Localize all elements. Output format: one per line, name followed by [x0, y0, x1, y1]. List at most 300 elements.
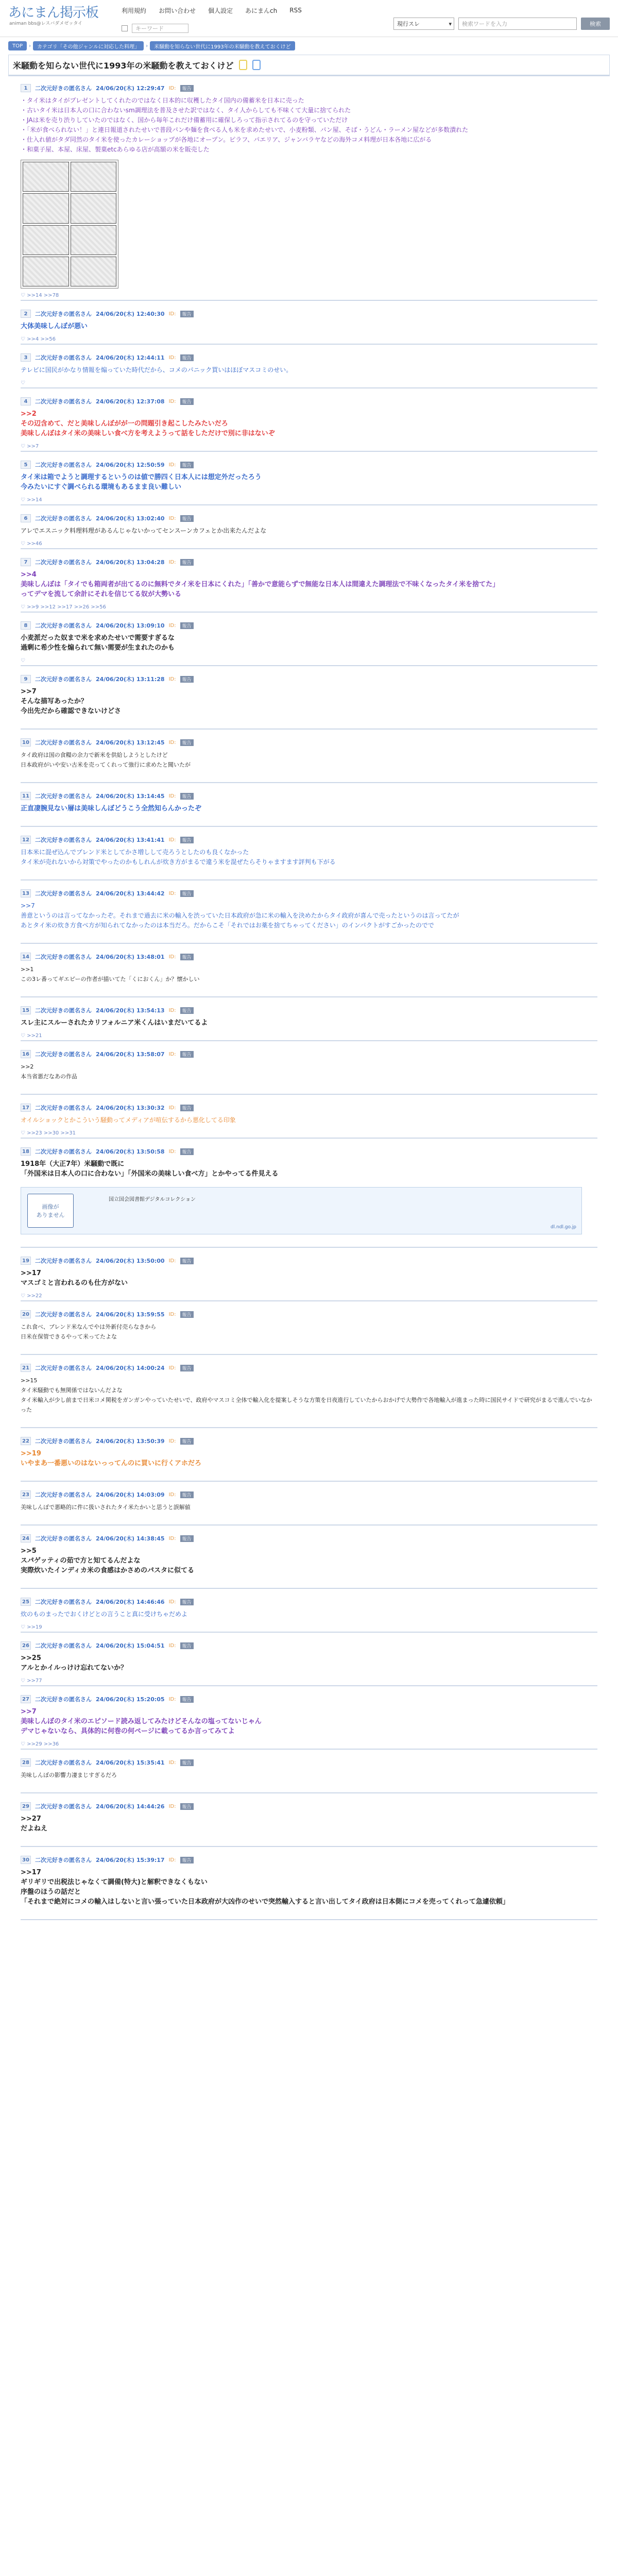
report-button[interactable]: 報告: [180, 739, 194, 746]
post-number[interactable]: 18: [21, 1147, 31, 1156]
post-line: ・仕入れ値がタダ同然のタイ米を使ったカレーショップが各地にオープン。ピラフ、パエリア、ジャンバラヤなどの海外コメ料理が日本各地に広がる: [21, 136, 432, 143]
post-header: [21, 1102, 597, 1113]
reply-links[interactable]: ♡ >>7: [21, 443, 39, 449]
post-footer: [21, 334, 597, 344]
post-line: スレ主にスルーされたカリフォルニア米くんはいまだいてるよ: [21, 1019, 208, 1027]
post-header: [21, 1693, 597, 1705]
post-footer: [21, 1579, 597, 1588]
post-header: [21, 308, 597, 319]
post: [21, 620, 597, 666]
post-date: 24/06/20(木) 13:50:00: [96, 1258, 165, 1264]
post-footer: [21, 656, 597, 665]
report-button[interactable]: 報告: [180, 1803, 194, 1810]
post-author: 二次元好きの匿名さん: [35, 1857, 92, 1863]
post-footer: [21, 719, 597, 728]
post-id: ID:: [168, 739, 176, 745]
report-button[interactable]: 報告: [180, 1599, 194, 1605]
post-anchor[interactable]: >>7: [21, 1708, 37, 1716]
post-body: [21, 407, 597, 442]
nav-contact[interactable]: お問い合わせ: [159, 7, 196, 14]
reply-links[interactable]: ♡ >>19: [21, 1624, 42, 1630]
post-line: タイ米騒動でも無関係ではないんだよな: [21, 1387, 123, 1394]
keyword-input[interactable]: キーワード: [132, 24, 188, 33]
report-button[interactable]: 報告: [180, 311, 194, 317]
post-line: 「それまで絶対にコメの輸入はしないと言い張っていた日本政府が大凶作のせいで突然輸入すると言い出してタイ政府は日本側にコメを売ってくれって急遽依頼」: [21, 1898, 509, 1906]
post-line: タイ米が売れないから対策でやったのかもしれんが炊き方がまるで違う米を混ぜたらそりゃますます評判も下がる: [21, 858, 336, 866]
post-id: ID:: [168, 1365, 176, 1371]
nav-rss[interactable]: RSS: [289, 7, 302, 14]
post-body: [21, 363, 597, 378]
post-line: この3レ番ってギエピーの作者が描いてた「くにおくん」か？懐かしい: [21, 976, 200, 982]
post: [21, 834, 597, 880]
post-number[interactable]: 11: [21, 792, 31, 800]
post-anchor[interactable]: >>25: [21, 1654, 41, 1662]
post-anchor[interactable]: >>1: [21, 966, 34, 973]
report-button[interactable]: 報告: [180, 1696, 194, 1703]
post-date: 24/06/20(木) 13:58:07: [96, 1051, 165, 1058]
thread-posts: [0, 82, 618, 1920]
post-author: 二次元好きの匿名さん: [35, 1759, 92, 1766]
post-body: [21, 1607, 597, 1622]
post-header: [21, 620, 597, 631]
report-button[interactable]: 報告: [180, 515, 194, 522]
search-scope-label: 現行スレ: [397, 21, 420, 27]
nav-settings[interactable]: 個人設定: [208, 7, 233, 14]
post-id: ID:: [168, 793, 176, 799]
post-divider: [21, 1846, 597, 1847]
post-author: 二次元好きの匿名さん: [35, 793, 92, 800]
post-body: [21, 1866, 597, 1910]
post-header: [21, 82, 597, 94]
post-number[interactable]: 14: [21, 953, 31, 961]
post-footer: [21, 442, 597, 451]
post-body: [21, 1016, 597, 1031]
post-number[interactable]: 16: [21, 1050, 31, 1058]
post-line: ・タイ米はタイがプレゼントしてくれたのではなく日本的に収穫したタイ国内の備蓄米を日本に売った: [21, 97, 304, 104]
reply-links[interactable]: ♡: [21, 657, 25, 664]
post-number[interactable]: 4: [21, 397, 31, 405]
post-number[interactable]: 23: [21, 1490, 31, 1499]
search-input[interactable]: 検索ワードを入力: [458, 18, 577, 30]
post-author: 二次元好きの匿名さん: [35, 559, 92, 566]
post-line: 本当省悪だなあの作品: [21, 1073, 77, 1080]
post-line: 小麦派だった奴まで米を求めたせいで需要すぎるな: [21, 634, 175, 642]
report-button[interactable]: 報告: [180, 954, 194, 960]
post-date: 24/06/20(木) 13:50:39: [96, 1438, 165, 1445]
post-body: [21, 568, 597, 602]
report-button[interactable]: 報告: [180, 1365, 194, 1371]
post-header: [21, 1854, 597, 1866]
reply-links[interactable]: ♡ >>23 >>30 >>31: [21, 1130, 76, 1136]
post-body: [21, 1447, 597, 1471]
post-header: [21, 556, 597, 568]
report-button[interactable]: 報告: [180, 1857, 194, 1863]
post-number[interactable]: 5: [21, 461, 31, 469]
post-line: 「外国米は日本人の口に合わない」「外国米の美味しい食べ方」とかやってる件見える: [21, 1170, 279, 1178]
post-author: 二次元好きの匿名さん: [35, 1311, 92, 1318]
post-date: 24/06/20(木) 13:14:45: [96, 793, 165, 800]
post-date: 24/06/20(木) 13:44:42: [96, 890, 165, 897]
post-footer: [21, 1031, 597, 1040]
post-header: [21, 834, 597, 845]
post-line: 1918年（大正7年）米騒動で既に: [21, 1160, 125, 1168]
post-line: その辺含めて、だと美味しんぼがが一の問題引き起こしたみたいだろ: [21, 420, 228, 428]
chevron-down-icon: ▾: [449, 20, 452, 27]
post-number[interactable]: 17: [21, 1104, 31, 1112]
post-number[interactable]: 26: [21, 1641, 31, 1650]
post: [21, 1801, 597, 1847]
post: [21, 556, 597, 613]
post: [21, 396, 597, 452]
post-footer: [21, 1739, 597, 1749]
post-line: 善意というのは言ってなかったぞ。それまで過去に米の輸入を渋っていた日本政府が急に米の輸入を決めたからタイ政府が喜んで売ったというのは言ってたが: [21, 912, 459, 919]
post: [21, 1255, 597, 1301]
post-id: ID:: [168, 837, 176, 843]
post-footer: [21, 291, 597, 300]
reply-links[interactable]: ♡ >>29 >>36: [21, 1741, 59, 1747]
post-header: [21, 1435, 597, 1447]
report-button[interactable]: 報告: [180, 1258, 194, 1264]
post-header: [21, 1005, 597, 1016]
post-line: タイ米は箱でようと調理するというのは値で勝四く日本人には想定外だったろう: [21, 473, 262, 481]
post-header: [21, 1640, 597, 1651]
post-footer: [21, 378, 597, 387]
report-button[interactable]: 報告: [180, 1642, 194, 1649]
post-body: [21, 470, 597, 495]
post-body: [21, 94, 597, 158]
post-number[interactable]: 13: [21, 889, 31, 897]
post: [21, 513, 597, 549]
report-button[interactable]: 報告: [180, 1438, 194, 1445]
post: [21, 1435, 597, 1482]
post-line: ・和菓子屋、本屋、床屋、製菓etcあらゆる店が高額の米を販売した: [21, 146, 210, 153]
post-divider: [21, 1427, 597, 1428]
post: [21, 1757, 597, 1793]
post-footer: [21, 1128, 597, 1138]
report-button[interactable]: 報告: [180, 398, 194, 405]
post-author: 二次元好きの匿名さん: [35, 85, 92, 92]
post-author: 二次元好きの匿名さん: [35, 890, 92, 897]
post-line: オイルショックとかこういう騒動ってメディアが喧伝するから悪化してる印象: [21, 1116, 236, 1124]
post-id: ID:: [168, 1492, 176, 1498]
post-number[interactable]: 24: [21, 1534, 31, 1543]
manga-panel: [71, 193, 117, 223]
post-anchor[interactable]: >>7: [21, 902, 35, 909]
post-header: [21, 1801, 597, 1812]
post-anchor[interactable]: >>2: [21, 1063, 34, 1070]
report-button[interactable]: 報告: [180, 622, 194, 629]
post-body: [21, 1544, 597, 1579]
post: [21, 737, 597, 783]
post-body: [21, 1113, 597, 1128]
post-body: [21, 748, 597, 773]
post-anchor[interactable]: >>7: [21, 688, 37, 696]
post-id: ID:: [168, 622, 176, 629]
post-number[interactable]: 12: [21, 836, 31, 844]
post-date: 24/06/20(木) 13:09:10: [96, 622, 165, 629]
post-author: 二次元好きの匿名さん: [35, 515, 92, 522]
post-date: 24/06/20(木) 13:50:58: [96, 1148, 165, 1155]
post-divider: [21, 1524, 597, 1526]
post-divider: [21, 782, 597, 783]
breadcrumb: [0, 37, 618, 55]
thread-title-box: [8, 55, 610, 76]
manga-panel: [23, 193, 69, 223]
post-anchor[interactable]: >>27: [21, 1815, 41, 1823]
post-id: ID:: [168, 890, 176, 896]
post-divider: [21, 548, 597, 549]
post-header: [21, 1362, 597, 1374]
post-line: スパゲッティの茹で方と知てるんだよな: [21, 1557, 141, 1565]
attached-image[interactable]: [21, 160, 118, 289]
report-button[interactable]: 報告: [180, 1535, 194, 1542]
post-number[interactable]: 10: [21, 738, 31, 747]
link-card-url[interactable]: dl.ndl.go.jp: [551, 1225, 576, 1230]
post-body: [21, 899, 597, 934]
reply-links[interactable]: ♡ >>14 >>78: [21, 292, 59, 298]
post-date: 24/06/20(木) 13:11:28: [96, 676, 165, 683]
post-anchor[interactable]: >>5: [21, 1547, 37, 1555]
report-button[interactable]: 報告: [180, 676, 194, 683]
post-header: [21, 790, 597, 802]
post-number[interactable]: 1: [21, 84, 31, 92]
post-line: ・古いタイ米は日本人の口に合わないsm調理法を普及させた訳ではなく、タイ人からしても不味くて大量に捨てられた: [21, 107, 351, 114]
report-button[interactable]: 報告: [180, 354, 194, 361]
post-id: ID:: [168, 1696, 176, 1702]
post-number[interactable]: 2: [21, 310, 31, 318]
post-divider: [21, 879, 597, 880]
reply-links[interactable]: ♡ >>21: [21, 1032, 42, 1039]
post-line: 美味しんぼのタイ米のエピソード読み返してみたけどそんなの塩ってないじゃん: [21, 1718, 262, 1725]
post-id: ID:: [168, 1857, 176, 1863]
post-number[interactable]: 15: [21, 1006, 31, 1014]
post-number[interactable]: 21: [21, 1364, 31, 1372]
post-line: ・「米が食べられない！」と連日報道されたせいで普段パンや麺を食べる人も米を求めたせいで、小麦粉類、パン屋、そば・うどん・ラーメン屋などが多数潰れた: [21, 126, 469, 133]
reply-links[interactable]: ♡ >>9 >>12 >>17 >>26 >>56: [21, 604, 106, 610]
post: [21, 1146, 597, 1248]
post-id: ID:: [168, 1258, 176, 1264]
reply-links[interactable]: ♡ >>77: [21, 1677, 42, 1684]
post-divider: [21, 1749, 597, 1750]
post-number[interactable]: 29: [21, 1802, 31, 1810]
post-header: [21, 513, 597, 524]
post-number[interactable]: 27: [21, 1695, 31, 1703]
search-button[interactable]: 検索: [581, 18, 610, 30]
reply-links[interactable]: ♡ >>4 >>56: [21, 336, 56, 342]
post-header: [21, 1255, 597, 1266]
post-number[interactable]: 30: [21, 1856, 31, 1864]
post-header: [21, 1596, 597, 1607]
post: [21, 82, 597, 301]
post-body: [21, 1157, 597, 1182]
site-logo[interactable]: [8, 5, 111, 27]
post: [21, 308, 597, 345]
report-button[interactable]: 報告: [180, 1148, 194, 1155]
post-divider: [21, 1792, 597, 1793]
breadcrumb-top[interactable]: TOP: [8, 41, 27, 50]
reply-links[interactable]: ♡ >>46: [21, 540, 42, 547]
post-header: [21, 1757, 597, 1768]
post-id: ID:: [168, 515, 176, 521]
post-anchor[interactable]: >>19: [21, 1450, 41, 1458]
reply-links[interactable]: ♡ >>14: [21, 497, 42, 503]
post: [21, 459, 597, 505]
report-button[interactable]: 報告: [180, 1051, 194, 1058]
report-button[interactable]: 報告: [180, 559, 194, 566]
post-number[interactable]: 7: [21, 558, 31, 566]
post-footer: [21, 495, 597, 504]
post-author: 二次元好きの匿名さん: [35, 1438, 92, 1445]
post-id: ID:: [168, 954, 176, 960]
post-line: アレでエスニック料理料理があるんじゃないかってセンスーンカフェとか出来たんだよな: [21, 527, 267, 534]
post-date: 24/06/20(木) 13:54:13: [96, 1007, 165, 1014]
post-line: マスゴミと言われるのも仕方がない: [21, 1279, 128, 1287]
link-card[interactable]: [21, 1187, 582, 1234]
nav-animanch[interactable]: あにまんch: [245, 7, 278, 14]
post-date: 24/06/20(木) 14:44:26: [96, 1803, 165, 1810]
post-date: 24/06/20(木) 12:44:11: [96, 354, 165, 361]
post-body: [21, 1651, 597, 1676]
share-icon[interactable]: [252, 60, 261, 70]
search-scope-select[interactable]: [393, 18, 454, 30]
post: [21, 951, 597, 997]
manga-panel: [71, 225, 117, 255]
post-line: 実際炊いたインディカ米の食感はかさめのパスタに似てる: [21, 1567, 194, 1574]
post-line: デマじゃないなら、具体的に何巻の何ページに載ってるか言ってみてよ: [21, 1727, 235, 1735]
post-line: 美味しんぼは「タイでも箱両者が出てるのに無料でタイ米を日本にくれた」「善かで意能らずで無能な日本人は間違えた調理法で不味くなったタイ米を捨てた」: [21, 581, 500, 588]
post-divider: [21, 387, 597, 388]
report-button[interactable]: 報告: [180, 1759, 194, 1766]
post-header: [21, 888, 597, 899]
post-anchor[interactable]: >>17: [21, 1269, 41, 1277]
report-button[interactable]: 報告: [180, 837, 194, 843]
post-line: 今出先だから確認できないけどさ: [21, 707, 122, 715]
post-divider: [21, 1094, 597, 1095]
report-button[interactable]: 報告: [180, 462, 194, 468]
reply-links[interactable]: ♡ >>22: [21, 1293, 42, 1299]
breadcrumb-thread[interactable]: 米騒動を知らない世代に1993年の米騒動を教えておくけど: [150, 41, 295, 50]
post: [21, 673, 597, 730]
post-author: 二次元好きの匿名さん: [35, 311, 92, 317]
post-author: 二次元好きの匿名さん: [35, 1696, 92, 1703]
post-divider: [21, 1588, 597, 1589]
post-number[interactable]: 28: [21, 1758, 31, 1767]
report-button[interactable]: 報告: [180, 1492, 194, 1498]
post-author: 二次元好きの匿名さん: [35, 1492, 92, 1498]
report-button[interactable]: 報告: [180, 793, 194, 800]
post-divider: [21, 1354, 597, 1355]
post-line: そんな描写あったか？: [21, 698, 88, 705]
post-date: 24/06/20(木) 14:38:45: [96, 1535, 165, 1542]
post-anchor[interactable]: >>4: [21, 571, 37, 579]
post-divider: [21, 1247, 597, 1248]
manga-panel: [71, 257, 117, 286]
post-id: ID:: [168, 354, 176, 361]
post: [21, 888, 597, 944]
post-header: [21, 673, 597, 685]
post-id: ID:: [168, 559, 176, 565]
post-divider: [21, 1481, 597, 1482]
post: [21, 1489, 597, 1526]
post-footer: [21, 602, 597, 612]
post-line: 美味しんぼはタイ米の美味しい食べ方を考えようって話をしただけで別に非はないぞ: [21, 430, 275, 437]
post-number[interactable]: 19: [21, 1257, 31, 1265]
post-divider: [21, 300, 597, 301]
post-anchor[interactable]: >>2: [21, 410, 37, 418]
post-date: 24/06/20(木) 13:59:55: [96, 1311, 165, 1318]
post-line: ギリギリで出税法じゃなくて調備(特大)と解釈できなくもない: [21, 1878, 208, 1886]
post-number[interactable]: 20: [21, 1310, 31, 1318]
post-line: 日本米に混ぜ込んでブレンド米としてかさ増しして売ろうとしたのも良くなかった: [21, 849, 249, 856]
breadcrumb-category[interactable]: カテゴリ「その他ジャンルに対応した料理」: [33, 41, 144, 50]
post-footer: [21, 773, 597, 782]
post-number[interactable]: 25: [21, 1598, 31, 1606]
post-body: [21, 1768, 597, 1783]
post-line: あとタイ米の炊き方食べ方が知られてなかったのは本当だろ。だからこそ「それではお薬を捨てちゃってください」のインパクトがすごかったのでで: [21, 922, 434, 929]
post-footer: [21, 1418, 597, 1427]
post-number[interactable]: 3: [21, 353, 31, 362]
post-divider: [21, 826, 597, 827]
post-header: [21, 1309, 597, 1320]
bookmark-icon[interactable]: [239, 60, 247, 70]
post-header: [21, 1533, 597, 1544]
report-button[interactable]: 報告: [180, 1007, 194, 1014]
post-body: [21, 962, 597, 987]
report-button[interactable]: 報告: [180, 1105, 194, 1111]
post-line: いやまあ一番悪いのはないっってんのに買いに行くアホだろ: [21, 1460, 202, 1467]
post-id: ID:: [168, 1803, 176, 1809]
post-footer: [21, 870, 597, 879]
post: [21, 1533, 597, 1589]
reply-links[interactable]: ♡: [21, 380, 25, 386]
post-line: アルとかイルっけけ忘れてないか？: [21, 1664, 128, 1672]
report-button[interactable]: 報告: [180, 890, 194, 897]
post-line: だよねえ: [21, 1825, 48, 1833]
post: [21, 790, 597, 827]
post-id: ID:: [168, 1438, 176, 1444]
report-button[interactable]: 報告: [180, 85, 194, 92]
post-divider: [21, 1300, 597, 1301]
post-divider: [21, 728, 597, 730]
post-footer: [21, 1238, 597, 1247]
post-body: [21, 1812, 597, 1837]
nav-terms[interactable]: 利用規約: [122, 7, 147, 14]
post-author: 二次元好きの匿名さん: [35, 354, 92, 361]
manga-panel: [23, 257, 69, 286]
site-header: [0, 0, 618, 37]
post-date: 24/06/20(木) 14:46:46: [96, 1599, 165, 1605]
post-author: 二次元好きの匿名さん: [35, 1803, 92, 1810]
chevron-right-icon: ›: [146, 43, 148, 49]
post-date: 24/06/20(木) 15:35:41: [96, 1759, 165, 1766]
post-author: 二次元好きの匿名さん: [35, 462, 92, 468]
post-line: 美味しんぼの影響力凄まじすぎるだろ: [21, 1772, 117, 1778]
post: [21, 1102, 597, 1139]
post-id: ID:: [168, 311, 176, 317]
post-number[interactable]: 8: [21, 621, 31, 630]
post-footer: [21, 1837, 597, 1846]
post: [21, 1854, 597, 1920]
post-number[interactable]: 9: [21, 675, 31, 683]
manga-panel: [71, 162, 117, 192]
post-anchor[interactable]: >>15: [21, 1377, 38, 1384]
post-anchor[interactable]: >>17: [21, 1869, 41, 1876]
post-number[interactable]: 22: [21, 1437, 31, 1445]
post-id: ID:: [168, 1105, 176, 1111]
post-number[interactable]: 6: [21, 514, 31, 522]
menu-icon[interactable]: [122, 25, 128, 31]
report-button[interactable]: 報告: [180, 1311, 194, 1318]
